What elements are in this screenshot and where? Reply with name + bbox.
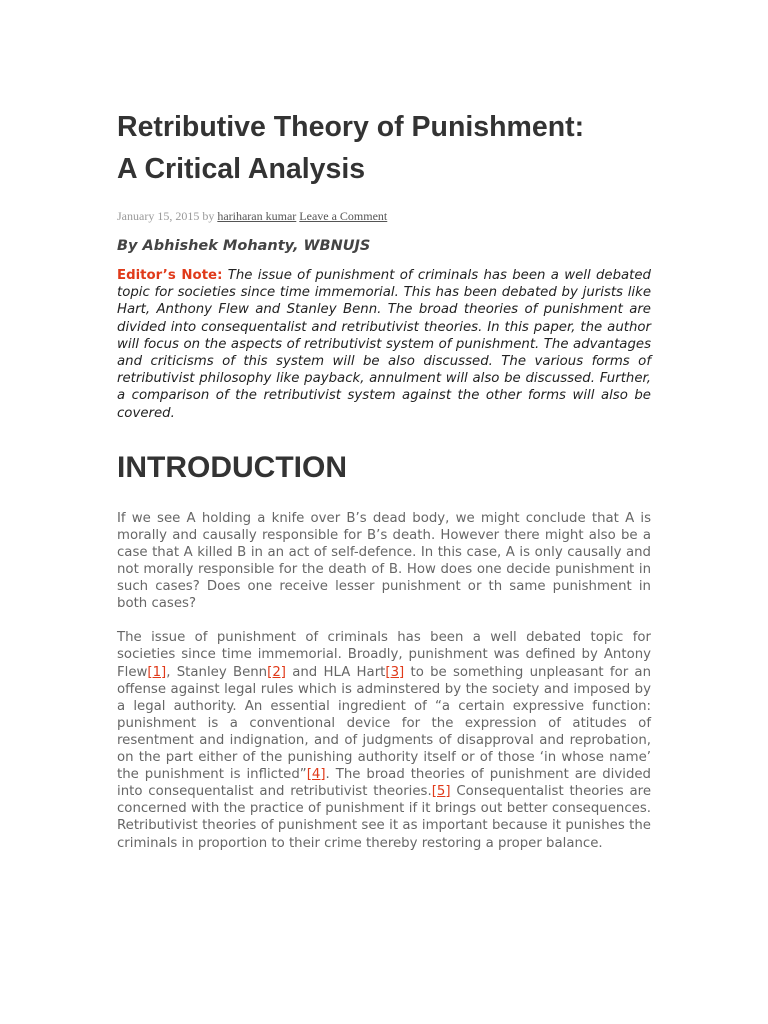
- article: [117, 106, 651, 852]
- editor-note: [117, 267, 651, 422]
- post-date: January 15, 2015: [117, 209, 200, 223]
- para-text: Consequentalist theories are concerned with the practice of punishment if it brings out better consequences. Retributivist theories of punishment see it as important because it punishes the criminals in proportion to their crime thereby restoring a proper balance.: [117, 784, 652, 851]
- para-text: and HLA Hart: [285, 664, 386, 680]
- footnote-link-2[interactable]: [2]: [267, 664, 286, 680]
- intro-paragraph-2: [117, 629, 651, 851]
- editor-note-label: Editor’s Note:: [117, 268, 223, 283]
- para-text: to be something unpleasant for an offense against legal rules which is adminstered by the society and imposed by a legal authority. An essential ingredient of “a certain expressive function: punishment is a conventional device for the expression of atitudes of resentment and indignation, and of judgments of disapproval and reprobation, on the part either of the punishing authority itself or of those ‘in whose name’ the punishment is inflicted”: [117, 664, 652, 783]
- article-byline: By Abhishek Mohanty, WBNUJS: [117, 238, 371, 254]
- leave-comment-link[interactable]: Leave a Comment: [299, 209, 388, 223]
- editor-note-text: The issue of punishment of criminals has been a well debated topic for societies since time immemorial. This has been debated by jurists like Hart, Anthony Flew and Stanley Benn. The broad theories of punishment are divided into consequentalist and retributivist theories. In this paper, the author will focus on the aspects of retributivist system of punishment. The advantages and criticisms of this system will be also discussed. The various forms of retributivist philosophy like payback, annulment will also be discussed. Further, a comparison of the retributivist system against the other forms will also be covered.: [117, 268, 651, 421]
- footnote-link-3[interactable]: [3]: [385, 664, 405, 680]
- article-title-line-1: Retributive Theory of Punishment:: [117, 111, 585, 143]
- para-text: . The broad theories of punishment are divided into consequentalist and retributivist theories.: [117, 767, 652, 800]
- footnote-link-1[interactable]: [1]: [147, 664, 167, 680]
- article-title: [117, 106, 651, 190]
- section-heading-introduction: INTRODUCTION: [117, 450, 347, 484]
- article-title-line-2: A Critical Analysis: [117, 153, 366, 185]
- footnote-link-5[interactable]: [5]: [431, 784, 451, 800]
- para-text: , Stanley Benn: [166, 664, 268, 680]
- post-by: by: [202, 209, 215, 223]
- post-meta: [117, 208, 651, 224]
- footnote-link-4[interactable]: [4]: [306, 767, 326, 783]
- intro-paragraph-1: If we see A holding a knife over B’s dead body, we might conclude that A is morally and causally responsible for B’s death. However there might also be a case that A killed B in an act of self-defence. In this case, A is only causally and not morally responsible for the death of B. How does one decide punishment in such cases? Does one receive lesser punishment or th same punishment in both cases?: [117, 510, 651, 612]
- author-link[interactable]: hariharan kumar: [217, 209, 297, 223]
- para-text: The issue of punishment of criminals has been a well debated topic for societies since time immemorial. Broadly, punishment was defined by Antony Flew: [117, 630, 651, 680]
